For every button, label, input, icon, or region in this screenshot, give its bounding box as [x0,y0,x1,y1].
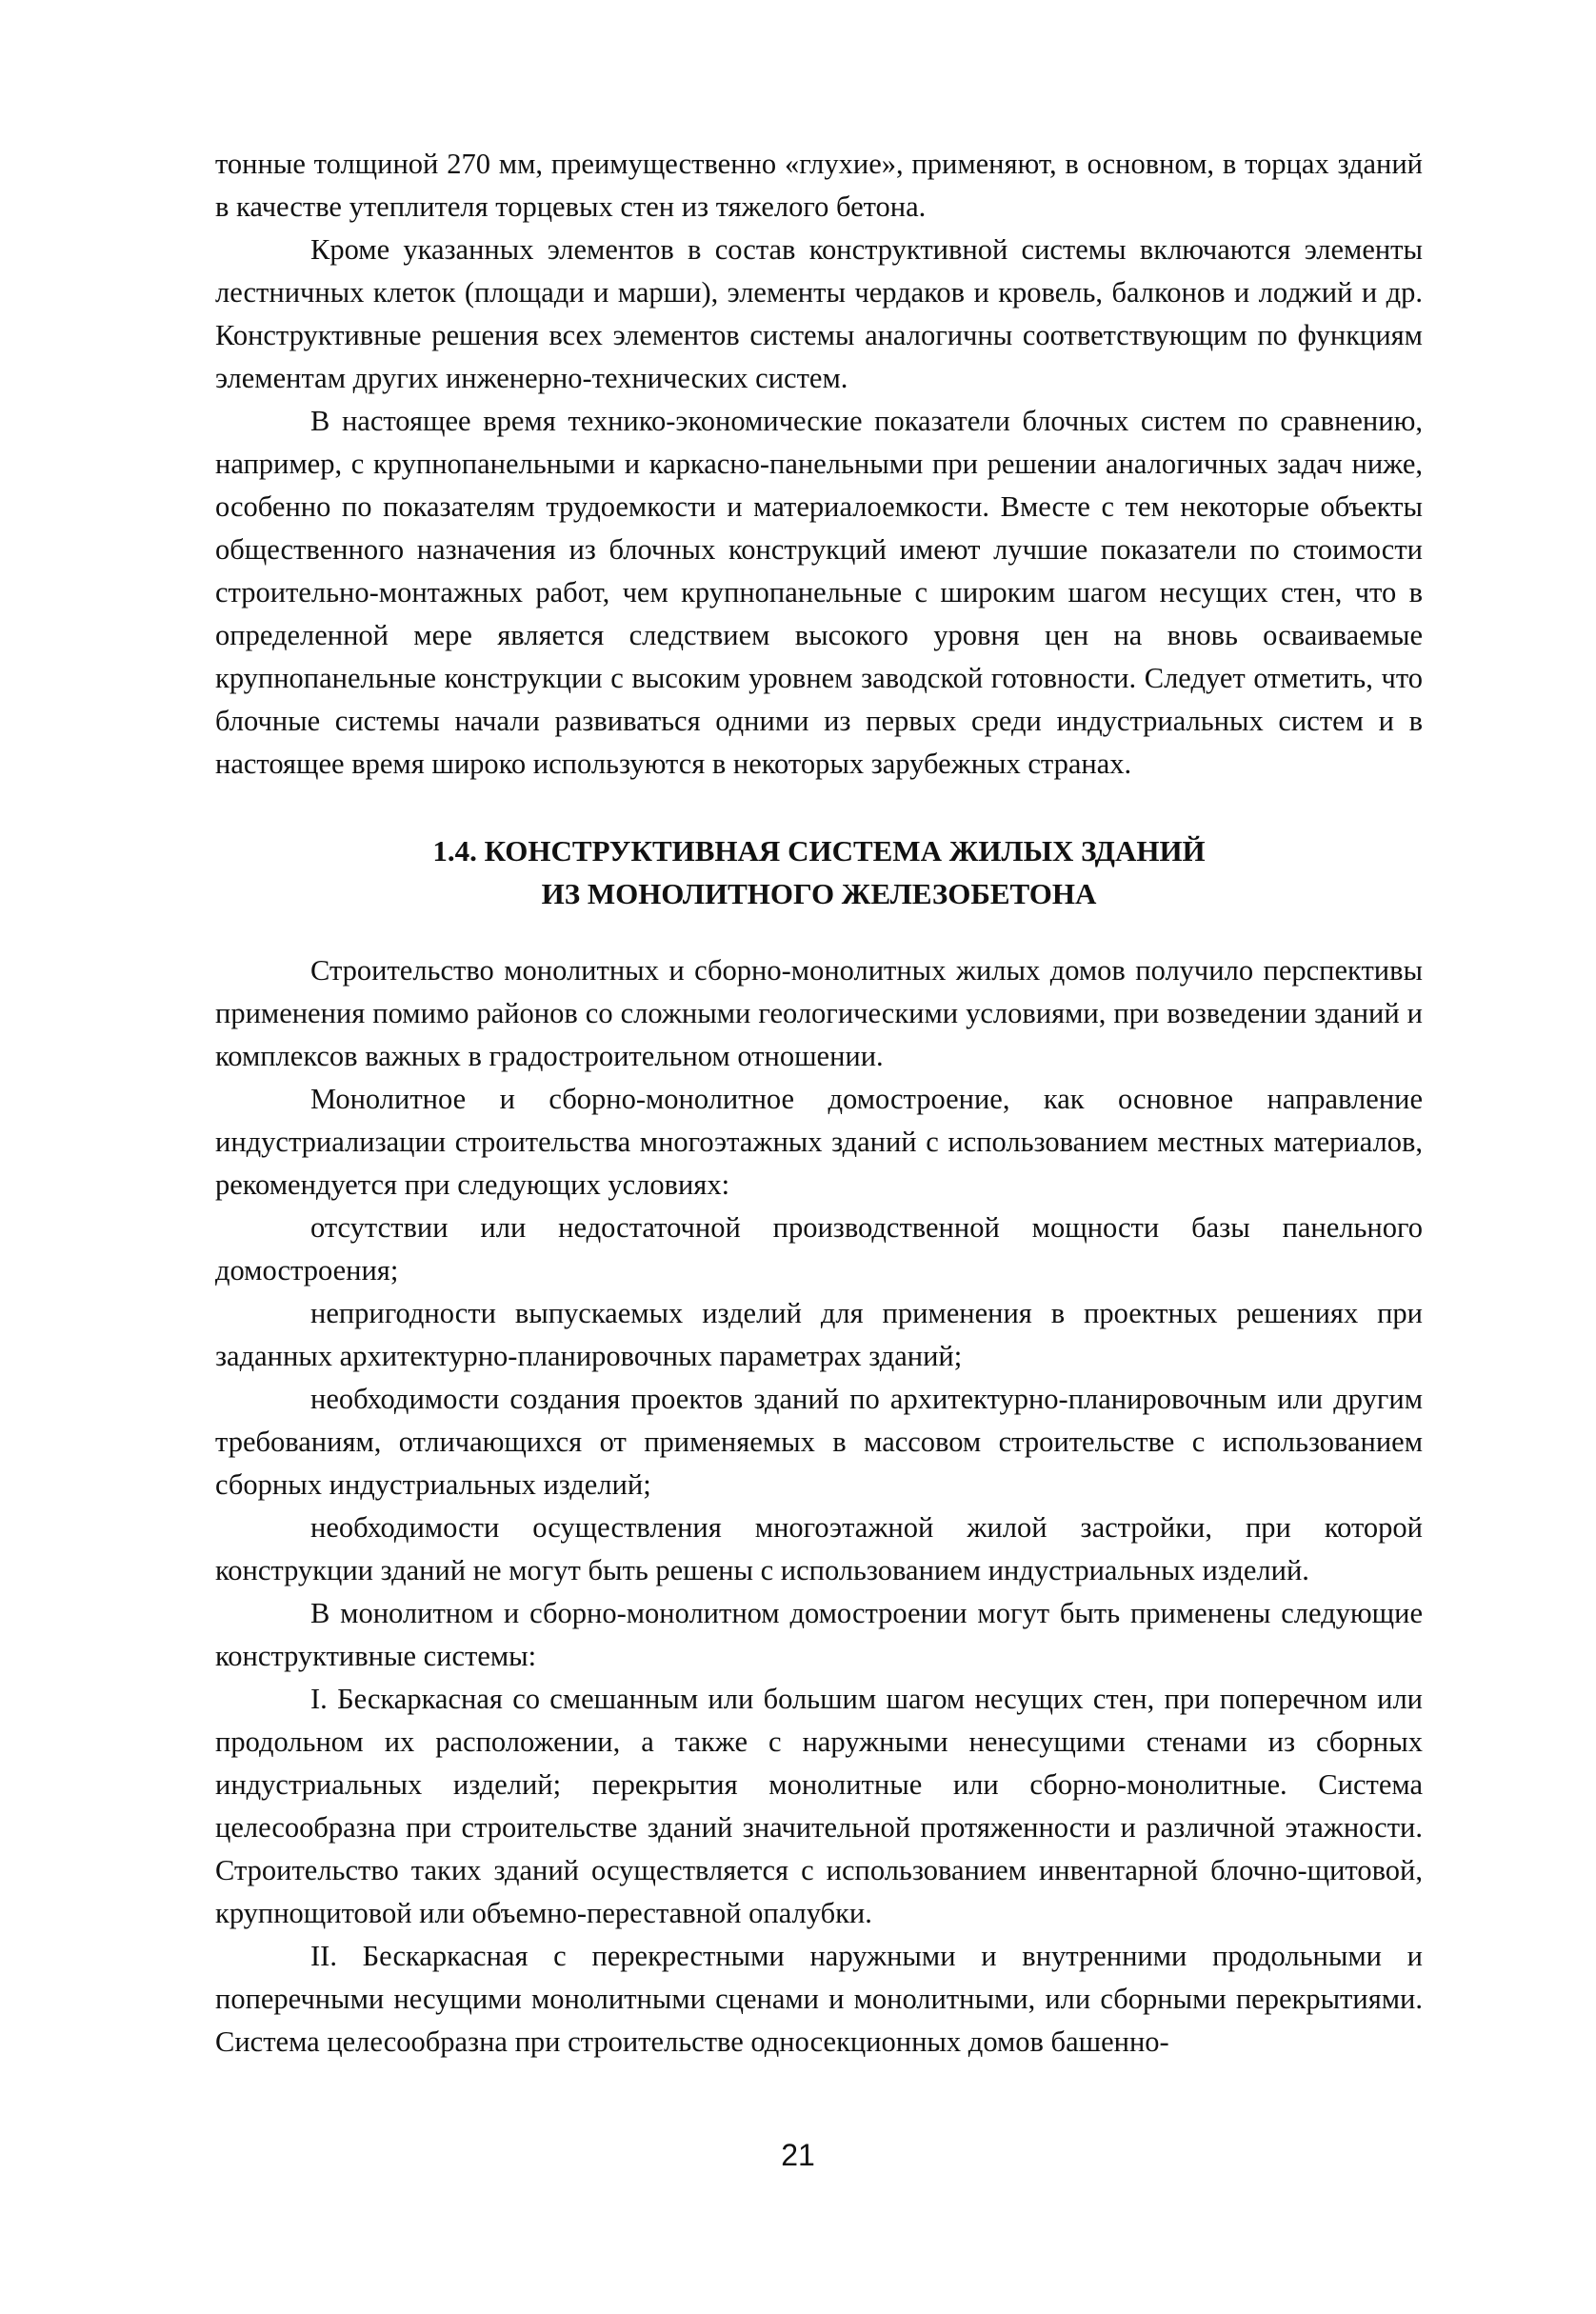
condition-item-2: непригодности выпускаемых изделий для применения в проектных решениях при заданных архитектурно-планировочных параметрах зданий; [215,1297,1423,1372]
condition-item-4: необходимости осуществления многоэтажной жилой застройки, при которой конструкции зданий не могут быть решены с использованием индустриальных изделий. [215,1511,1423,1586]
system-item-1: I. Бескаркасная со смешанным или большим шагом несущих стен, при поперечном или продольном их расположении, а также с наружными ненесущими стенами из сборных индустриальных изделий; перекрытия монолитные или сборно-монолитные. Система целесообразна при строительстве зданий значительной протяженности и различной этажности. Строительство таких зданий осуществляется с использованием инвентарной блочно-щитовой, крупнощитовой или объемно-переставной опалубки. [215,1683,1423,1929]
condition-item-1: отсутствии или недостаточной производственной мощности базы панельного домостроения; [215,1211,1423,1287]
paragraph-structural-elements: Кроме указанных элементов в состав конструктивной системы включаются элементы лестничных клеток (площади и марши), элементы чердаков и кровель, балконов и лоджий и др. Конструктивные решения всех элементов системы аналогичны соответствующим по функциям элементам других инженерно-технических систем. [215,233,1423,394]
paragraph-systems-intro: В монолитном и сборно-монолитном домостроении могут быть применены следующие конструктивные системы: [215,1597,1423,1672]
condition-item-3: необходимости создания проектов зданий по архитектурно-планировочным или другим требованиям, отличающихся от применяемых в массовом строительстве с использованием сборных индустриальных изделий; [215,1383,1423,1501]
paragraph-monolithic-intro: Строительство монолитных и сборно-монолитных жилых домов получило перспективы применения помимо районов со сложными геологическими условиями, при возведении зданий и комплексов важных в градостроительном отношении. [215,954,1423,1072]
section-heading [215,829,1423,915]
paragraph-conditions-intro: Монолитное и сборно-монолитное домостроение, как основное направление индустриализации строительства многоэтажных зданий с использованием местных материалов, рекомендуется при следующих условиях: [215,1083,1423,1201]
section-heading-line-2: ИЗ МОНОЛИТНОГО ЖЕЛЕЗОБЕТОНА [541,877,1097,910]
section-heading-line-1: 1.4. КОНСТРУКТИВНАЯ СИСТЕМА ЖИЛЫХ ЗДАНИЙ [432,834,1206,868]
paragraph-block-systems-economics: В настоящее время технико-экономические показатели блочных систем по сравнению, например, с крупнопанельными и каркасно-панельными при решении аналогичных задач ниже, особенно по показателям трудоемкости и материалоемкости. Вместе с тем некоторые объекты общественного назначения из блочных конструкций имеют лучшие показатели по стоимости строительно-монтажных работ, чем крупнопанельные с широким шагом несущих стен, что в определенной мере является следствием высокого уровня цен на вновь осваиваемые крупнопанельные конструкции с высоким уровнем заводской готовности. Следует отметить, что блочные системы начали развиваться одними из первых среди индустриальных систем и в настоящее время широко используются в некоторых зарубежных странах. [215,405,1423,780]
system-item-2: II. Бескаркасная с перекрестными наружными и внутренними продольными и поперечными несущими монолитными сценами и монолитными, или сборными перекрытиями. Система целесообразна при строительстве односекционных домов башенно- [215,1940,1423,2058]
page-number: 21 [781,2138,815,2172]
paragraph-continuation: тонные толщиной 270 мм, преимущественно «глухие», применяют, в основном, в торцах зданий в качестве утеплителя торцевых стен из тяжелого бетона. [215,148,1423,223]
document-page [215,143,1423,2064]
